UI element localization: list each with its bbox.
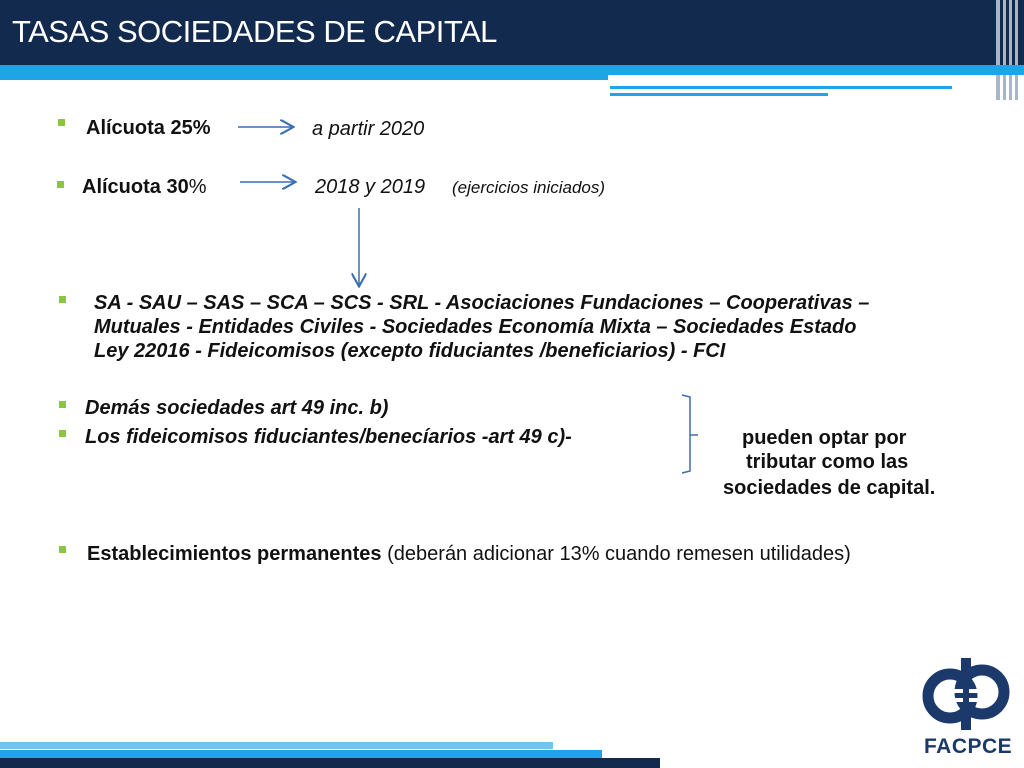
brace-icon	[682, 395, 690, 473]
trusts: Los fideicomisos fiduciantes/benecíarios -art 49 c)-	[85, 426, 572, 448]
rate-30-period: 2018 y 2019	[315, 176, 426, 198]
entities-line-2: Mutuales - Entidades Civiles - Sociedades Economía Mixta – Sociedades Estado	[94, 316, 857, 338]
option-line-1: pueden optar por	[742, 427, 907, 449]
footer-band	[0, 750, 602, 758]
bullet-icon	[58, 119, 65, 126]
permanent-establishments: Establecimientos permanentes (deberán adicionar 13% cuando remesen utilidades)	[87, 543, 851, 565]
facpce-logo-icon	[920, 656, 1012, 732]
bullet-icon	[59, 430, 66, 437]
rate-30-note: (ejercicios iniciados)	[452, 178, 606, 197]
rate-25-period: a partir 2020	[312, 118, 425, 140]
rate-30-label: Alícuota 30%	[82, 176, 207, 198]
slide-title: TASAS SOCIEDADES DE CAPITAL	[12, 14, 497, 49]
option-line-2: tributar como las	[746, 451, 909, 473]
entities-line-3: Ley 22016 - Fideicomisos (excepto fiduciantes /beneficiarios) - FCI	[94, 340, 726, 362]
logo-text: FACPCE	[924, 735, 1013, 758]
footer-band	[0, 758, 660, 768]
bullet-icon	[59, 546, 66, 553]
bullet-icon	[57, 181, 64, 188]
footer-band	[0, 742, 553, 749]
bullet-icon	[59, 296, 66, 303]
option-line-3: sociedades de capital.	[723, 477, 936, 499]
rate-25-label: Alícuota 25%	[86, 117, 211, 139]
bullet-icon	[59, 401, 66, 408]
entities-line-1: SA - SAU – SAS – SCA – SCS - SRL - Asociaciones Fundaciones – Cooperativas –	[94, 292, 870, 314]
other-companies: Demás sociedades art 49 inc. b)	[85, 397, 389, 419]
